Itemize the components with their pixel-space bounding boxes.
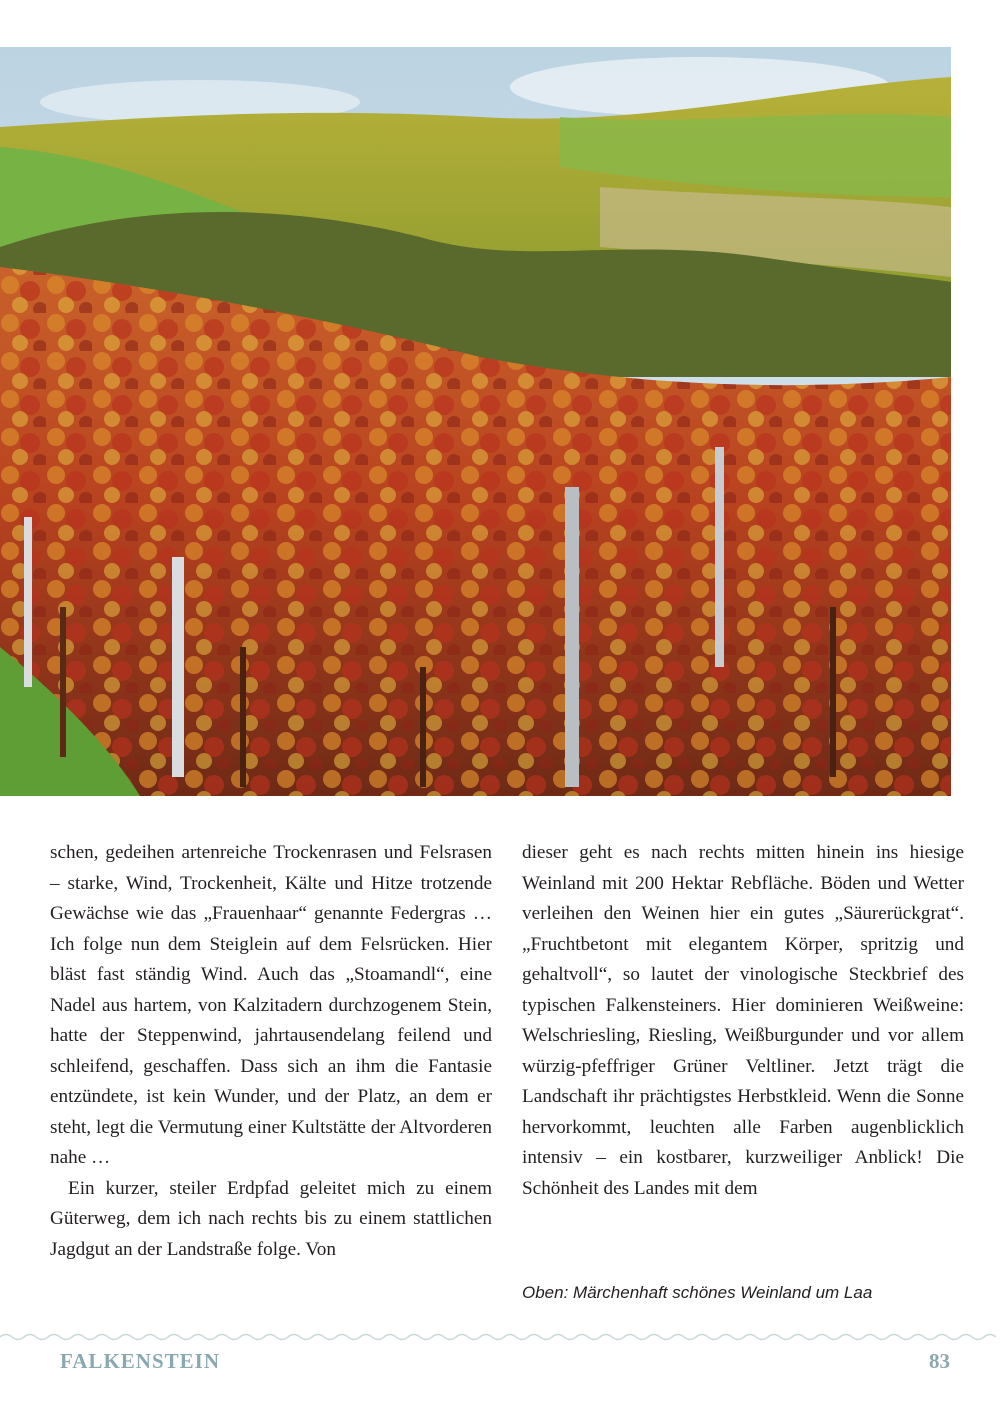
text-column-right <box>522 838 964 1204</box>
running-head: FALKENSTEIN <box>60 1349 220 1373</box>
photo-caption: Oben: Märchenhaft schönes Weinland um Laa <box>522 1283 873 1302</box>
text-column-left <box>50 838 492 1265</box>
body-paragraph: schen, gedeihen artenreiche Trockenrasen und Felsrasen – starke, Wind, Trockenheit, Kälte und Hitze trotzende Gewächse wie das „Frauenhaar“ genannte Federgras … Ich folge nun dem Steiglein auf dem Felsrücken. Hier bläst fast ständig Wind. Auch das „Stoamandl“, eine Nadel aus hartem, von Kalzitadern durchzogenem Stein, hatte der Steppenwind, jahrtausendelang feilend und schleifend, geschaffen. Dass sich an ihm die Fantasie entzündete, ist kein Wunder, und der Platz, an dem er steht, legt die Vermutung einer Kultstätte der Altvorderen nahe … <box>50 842 492 1168</box>
wavy-divider <box>0 1330 1000 1344</box>
page-number: 83 <box>929 1349 950 1373</box>
body-paragraph: Ein kurzer, steiler Erdpfad geleitet mich zu einem Güterweg, dem ich nach rechts bis zu einem stattlichen Jagdgut an der Landstraße folge. Von <box>50 1177 492 1260</box>
body-paragraph: dieser geht es nach rechts mitten hinein ins hiesige Weinland mit 200 Hektar Rebfläche. Böden und Wetter verleihen den Weinen hier ein gutes „Säurerückgrat“. „Fruchtbetont mit elegantem Körper, spritzig und gehaltvoll“, so lautet der vinologische Steckbrief des typischen Falkensteiners. Hier dominieren Weißweine: Welschriesling, Riesling, Weißburgunder und vor allem würzig-pfeffriger Grüner Veltliner. Jetzt trägt die Landschaft ihr prächtigstes Herbstkleid. Wenn die Sonne hervorkommt, leuchten alle Farben augenblicklich intensiv – ein kostbarer, kurzweiliger Anblick! Die Schönheit des Landes mit dem <box>522 842 964 1199</box>
vineyard-photo <box>0 47 951 796</box>
